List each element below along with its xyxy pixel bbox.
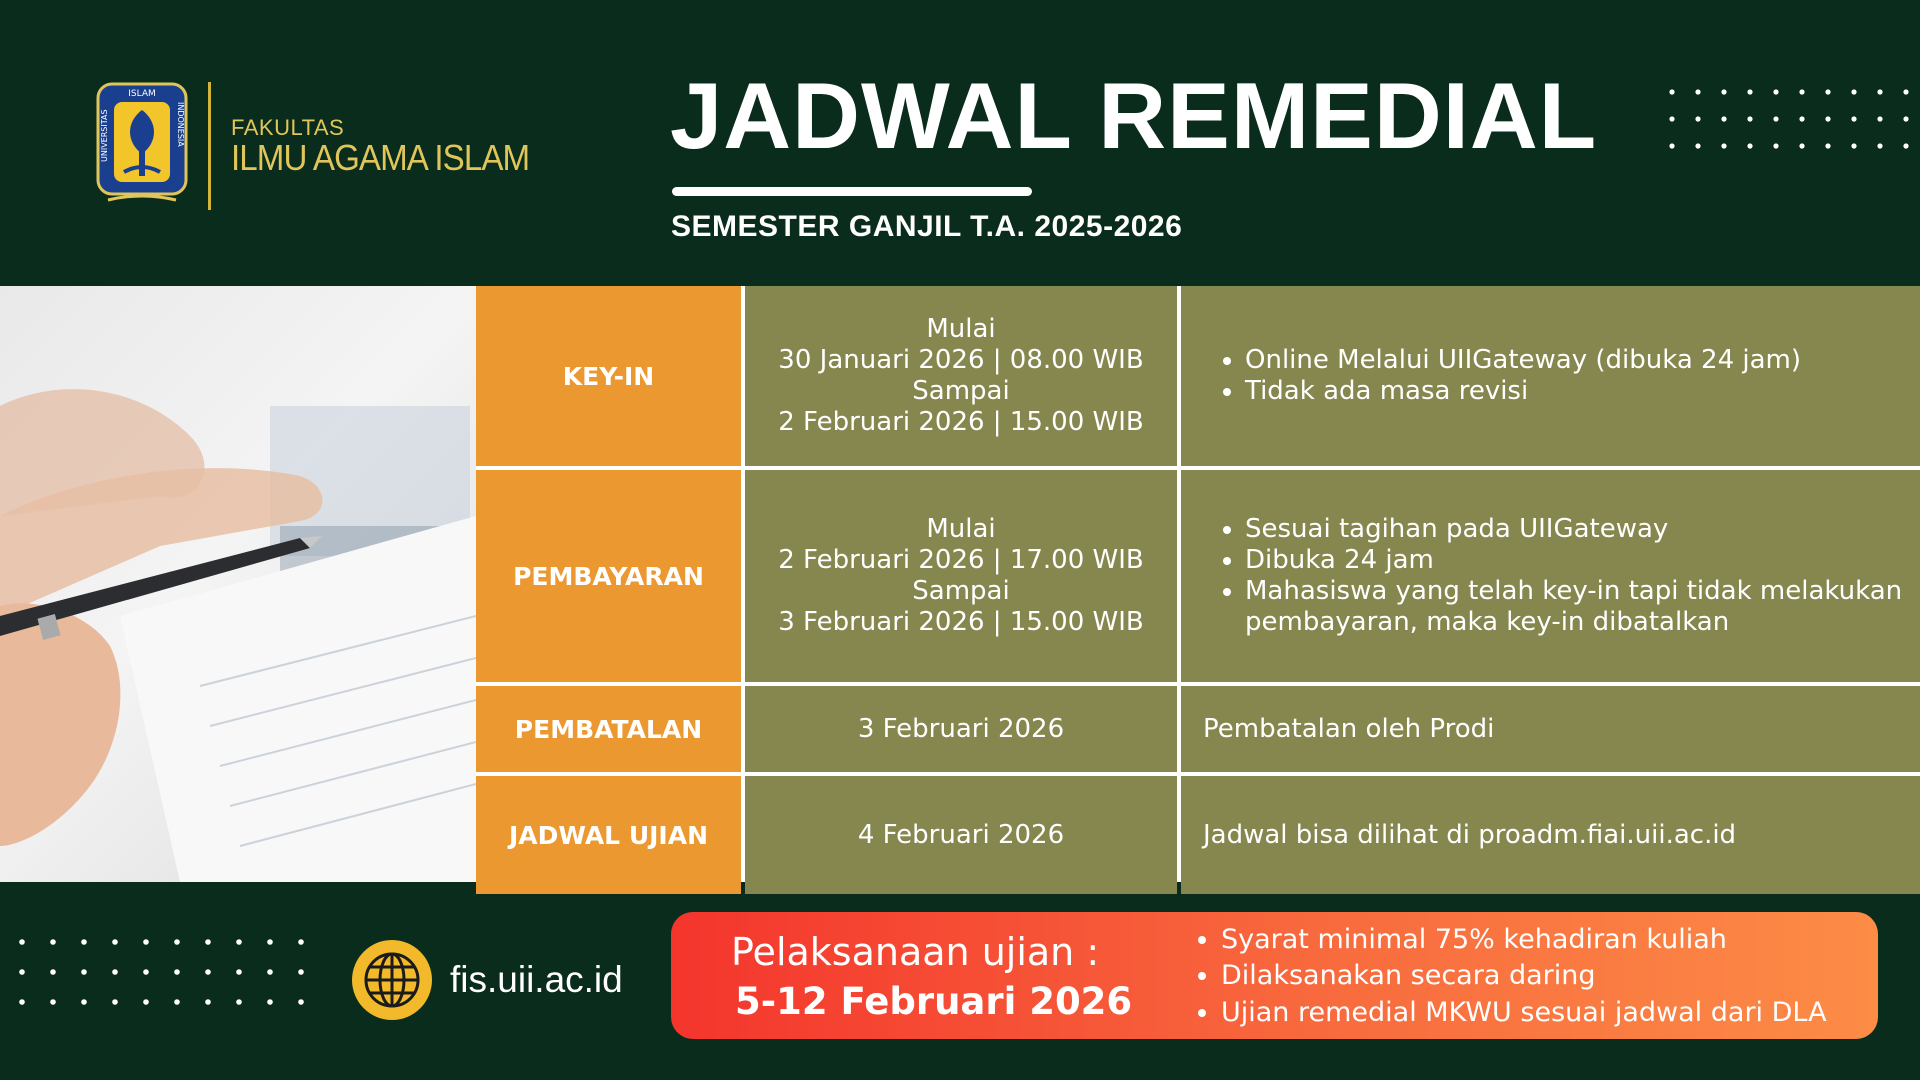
decorative-dot <box>143 999 149 1005</box>
decorative-dot <box>143 939 149 945</box>
svg-text:INDONESIA: INDONESIA <box>176 102 185 147</box>
decorative-dot <box>81 969 87 975</box>
row-label-jadwal-ujian: JADWAL UJIAN <box>476 776 741 894</box>
decorative-dot <box>1825 89 1830 94</box>
decorative-dot <box>112 969 118 975</box>
decorative-dot <box>1903 89 1908 94</box>
faculty-logo <box>96 82 555 210</box>
row-label-pembayaran: PEMBAYARAN <box>476 470 741 682</box>
decorative-dot <box>1877 116 1882 121</box>
note-item: • Tidak ada masa revisi <box>1245 376 1801 407</box>
decorative-dot <box>205 969 211 975</box>
decorative-dot <box>1721 116 1726 121</box>
decorative-dot <box>19 999 25 1005</box>
date-line: 2 Februari 2026 | 17.00 WIB <box>778 545 1144 576</box>
decorative-dot <box>1695 143 1700 148</box>
faculty-title: ILMU AGAMA ISLAM <box>231 136 530 178</box>
decorative-dot <box>174 999 180 1005</box>
row-notes-pembatalan: Pembatalan oleh Prodi <box>1181 686 1920 772</box>
decorative-dot <box>205 939 211 945</box>
decorative-dot <box>1903 116 1908 121</box>
decorative-dots-bottom <box>18 938 318 1018</box>
decorative-dot <box>1773 143 1778 148</box>
decorative-dot <box>1825 143 1830 148</box>
decorative-dot <box>298 939 304 945</box>
title-underline <box>672 187 1032 196</box>
exam-banner <box>671 912 1878 1039</box>
decorative-dot <box>267 969 273 975</box>
date-line: Sampai <box>912 576 1010 606</box>
decorative-dot <box>1669 116 1674 121</box>
exam-period <box>731 930 1132 1023</box>
note-item: • Sesuai tagihan pada UIIGateway <box>1245 514 1920 545</box>
decorative-dot <box>267 999 273 1005</box>
decorative-dot <box>50 969 56 975</box>
globe-icon <box>352 940 432 1020</box>
row-date-jadwal-ujian: 4 Februari 2026 <box>745 776 1177 894</box>
header <box>0 0 1920 285</box>
faculty-name <box>231 116 555 177</box>
note-item: • Dibuka 24 jam <box>1245 545 1920 576</box>
decorative-dot <box>1695 116 1700 121</box>
decorative-dot <box>1721 89 1726 94</box>
decorative-dot <box>1799 143 1804 148</box>
decorative-dot <box>1851 116 1856 121</box>
decorative-dot <box>50 939 56 945</box>
row-date-pembayaran <box>745 470 1177 682</box>
date-line: Mulai <box>926 514 996 545</box>
note-item: • Mahasiswa yang telah key-in tapi tidak melakukan pembayaran, maka key-in dibatalkan <box>1245 576 1920 638</box>
decorative-dot <box>298 999 304 1005</box>
requirement-item: • Ujian remedial MKWU sesuai jadwal dari DLA <box>1221 995 1827 1031</box>
decorative-dots-top <box>1668 88 1918 158</box>
university-emblem-icon <box>96 82 188 210</box>
row-date-key-in <box>745 286 1177 466</box>
requirement-item: • Syarat minimal 75% kehadiran kuliah <box>1221 922 1827 958</box>
decorative-dot <box>112 939 118 945</box>
row-label-pembatalan: PEMBATALAN <box>476 686 741 772</box>
decorative-dot <box>1747 89 1752 94</box>
decorative-dot <box>81 999 87 1005</box>
decorative-dot <box>50 999 56 1005</box>
decorative-dot <box>1799 89 1804 94</box>
decorative-dot <box>267 939 273 945</box>
svg-text:UNIVERSITAS: UNIVERSITAS <box>100 109 109 162</box>
decorative-dot <box>143 969 149 975</box>
decorative-dot <box>112 999 118 1005</box>
decorative-dot <box>205 999 211 1005</box>
decorative-dot <box>236 969 242 975</box>
date-line: 2 Februari 2026 | 15.00 WIB <box>778 406 1144 437</box>
row-date-pembatalan: 3 Februari 2026 <box>745 686 1177 772</box>
decorative-dot <box>236 939 242 945</box>
decorative-dot <box>1773 116 1778 121</box>
date-line: 3 Februari 2026 | 15.00 WIB <box>778 606 1144 637</box>
decorative-dot <box>1903 143 1908 148</box>
decorative-dot <box>174 969 180 975</box>
schedule-table <box>476 286 1920 882</box>
decorative-dot <box>81 939 87 945</box>
notes-list <box>1203 345 1801 407</box>
decorative-dot <box>236 999 242 1005</box>
note-item: • Online Melalui UIIGateway (dibuka 24 jam) <box>1245 345 1801 376</box>
decorative-dot <box>1695 89 1700 94</box>
decorative-dot <box>1669 143 1674 148</box>
writing-hand-photo <box>0 286 476 882</box>
decorative-dot <box>1851 89 1856 94</box>
decorative-dot <box>1747 116 1752 121</box>
decorative-dot <box>19 939 25 945</box>
decorative-dot <box>1851 143 1856 148</box>
decorative-dot <box>174 939 180 945</box>
svg-text:ISLAM: ISLAM <box>128 89 156 99</box>
decorative-dot <box>1877 89 1882 94</box>
exam-requirements <box>1191 922 1827 1031</box>
row-notes-key-in <box>1181 286 1920 466</box>
faculty-label: FAKULTAS <box>231 114 345 140</box>
hero-photo <box>0 286 476 882</box>
row-notes-pembayaran <box>1181 470 1920 682</box>
website-link[interactable]: fis.uii.ac.id <box>450 959 623 1000</box>
date-line: Sampai <box>912 376 1010 406</box>
decorative-dot <box>1825 116 1830 121</box>
page-title: JADWAL REMEDIAL <box>670 63 1598 168</box>
row-label-key-in: KEY-IN <box>476 286 741 466</box>
decorative-dot <box>1669 89 1674 94</box>
decorative-dot <box>1721 143 1726 148</box>
date-line: Mulai <box>926 314 996 345</box>
requirement-item: • Dilaksanakan secara daring <box>1221 958 1827 994</box>
exam-period-date: 5-12 Februari 2026 <box>735 980 1133 1023</box>
logo-divider <box>208 82 211 210</box>
notes-list <box>1203 514 1920 638</box>
decorative-dot <box>1799 116 1804 121</box>
decorative-dot <box>1773 89 1778 94</box>
page-subtitle: SEMESTER GANJIL T.A. 2025-2026 <box>671 210 1183 243</box>
website-info <box>352 940 623 1020</box>
date-line: 30 Januari 2026 | 08.00 WIB <box>778 345 1144 376</box>
row-notes-jadwal-ujian: Jadwal bisa dilihat di proadm.fiai.uii.ac.id <box>1181 776 1920 894</box>
decorative-dot <box>1747 143 1752 148</box>
decorative-dot <box>19 969 25 975</box>
decorative-dot <box>298 969 304 975</box>
decorative-dot <box>1877 143 1882 148</box>
exam-period-label: Pelaksanaan ujian : <box>731 930 1100 974</box>
